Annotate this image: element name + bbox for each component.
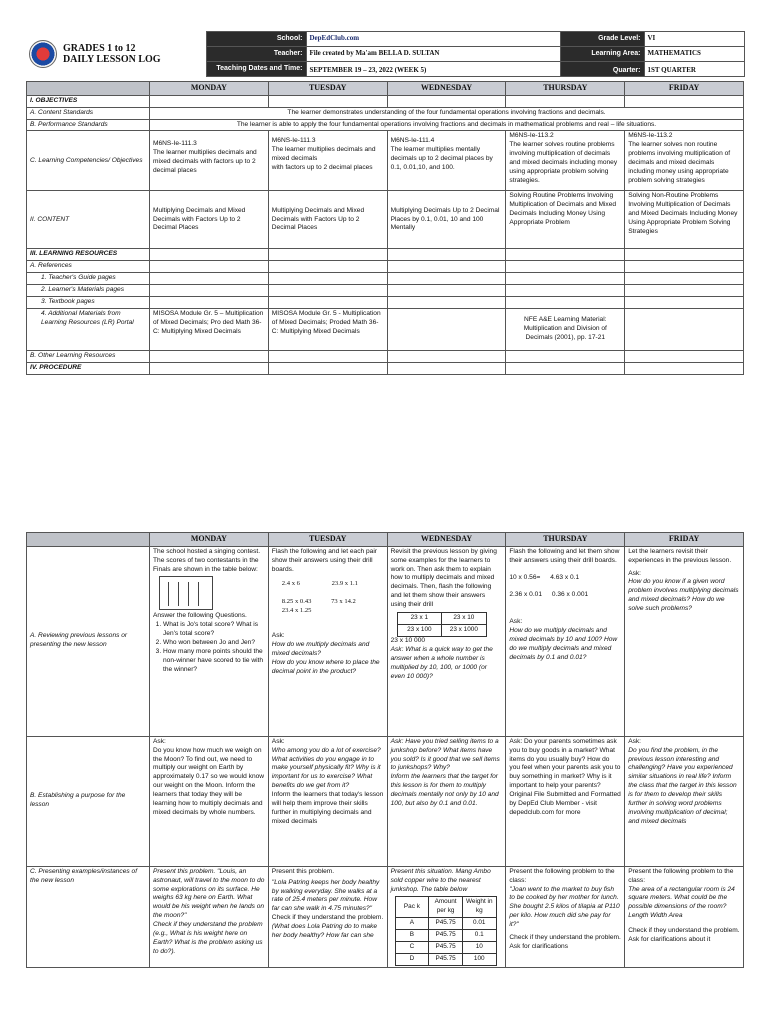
school-value: DepEdClub.com (306, 32, 560, 47)
day-header: FRIDAY (625, 533, 744, 547)
review-monday: The school hosted a singing contest. The scores of two contestants in the Finals are shown in the table below: Answer the following Questions. 1. What is Jo's total score? What is Jen's total score? 2. Who won between Jo and Jen? 3. How many more points should the non-winner have scored to tie with the winner? (150, 546, 269, 736)
content-monday: Multiplying Decimals and Mixed Decimals with Factors Up to 2 Decimal Places (150, 191, 269, 249)
content-friday: Solving Non-Routine Problems Involving Multiplication of Decimals and Mixed Decimals Including Money Using Appropriate Problem Solving Strategies (625, 191, 744, 249)
day-header: MONDAY (150, 533, 269, 547)
additional-materials-label: 4. Additional Materials from Learning Resources (LR) Portal (27, 308, 150, 350)
content-label: II. CONTENT (27, 191, 150, 249)
purpose-label: B. Establishing a purpose for the lesson (27, 736, 150, 866)
teacher-value: File created by Ma'am BELLA D. SULTAN (306, 47, 560, 62)
addl-monday: MISOSA Module Gr. 5 – Multiplication of Mixed Decimals; Pro ded Math 36-C: Multiplying Mixed Decimals (150, 308, 269, 350)
header-table (26, 31, 745, 77)
review-wednesday: Revisit the previous lesson by giving some examples for the learners to work on. Then ask them to explain how to multiply decimals and mixed decimals. Then, flash the following and let them show their answers using their drill 23 x 1 23 x 10 23 x 100 23 x 1000 23 x 10 000 Ask: What is a quick way to get the answer when a whole number is multiplied by 10, 100, or 1000 (or even 10 000)? (387, 546, 506, 736)
dates-label: Teaching Dates and Time: (206, 62, 306, 77)
competency-monday: M6NS-Ie-111.3 The learner multiplies decimals and mixed decimals with factors up to 2 decimal places (150, 131, 269, 191)
score-table-image (159, 576, 213, 610)
review-tuesday: Flash the following and let each pair show their answers using their drill boards. 2.4 x 6 23.9 x 1.1 8.25 x 0.43 73 x 14.2 23.4 x 1.25 Ask: How do we multiply decimals and mixed decimals? How do you know where to place the decimal point in the product? (268, 546, 387, 736)
textbook-pages-label: 3. Textbook pages (27, 297, 150, 309)
addl-wednesday (387, 308, 506, 350)
procedure-heading: IV. PROCEDURE (27, 362, 150, 374)
day-header: MONDAY (150, 82, 269, 96)
area-label: Learning Area: (560, 47, 644, 62)
quarter-label: Quarter: (560, 62, 644, 77)
content-thursday: Solving Routine Problems Involving Multiplication of Decimals and Mixed Decimals Including Money Using Appropriate Problem (506, 191, 625, 249)
performance-label: B. Performance Standards (27, 119, 150, 131)
other-resources-label: B. Other Learning Resources (27, 350, 150, 362)
competency-friday: M6NS-Ie-113.2 The learner solves non routine problems involving multiplication of decimals and mixed decimals including money using appropriate problem solving strategies (625, 131, 744, 191)
references-label: A. References (27, 261, 150, 273)
content-standards-label: A. Content Standards (27, 107, 150, 119)
examples-thursday: Present the following problem to the class: "Joan went to the market to buy fish to be cooked by her mother for lunch. She bought 2.5 kilos of tilapia at P110 per kilo. How much did she pay for it?" Check if they understand the problem. Ask for clarifications (506, 866, 625, 967)
day-header: FRIDAY (625, 82, 744, 96)
competency-tuesday: M6NS-Ie-111.3 The learner multiplies decimals and mixed decimals with factors up to 2 decimal places (268, 131, 387, 191)
brand-title: GRADES 1 to 12 (62, 42, 136, 54)
teacher-label: Teacher: (206, 47, 306, 62)
objectives-heading: I. OBJECTIVES (27, 95, 150, 107)
purpose-wednesday: Ask: Have you tried selling items to a junkshop before? What items have you sold? Is it good that we sell items to junkshops? Why? Inform the learners that the target for this lesson is for them to multiply decimals mentally not only by 10 and 100, but also by 0.1 and 0.01. (387, 736, 506, 866)
examples-friday: Present the following problem to the class: The area of a rectangular room is 24 square meters. What could be the possible dimensions of the room? Length Width Area Check if they understand the problem. Ask for clarifications about it (625, 866, 744, 967)
grade-value: VI (644, 32, 744, 47)
area-value: MATHEMATICS (644, 47, 744, 62)
resources-heading: III. LEARNING RESOURCES (27, 249, 150, 261)
day-header: THURSDAY (506, 82, 625, 96)
addl-friday (625, 308, 744, 350)
review-friday: Let the learners revisit their experiences in the previous lesson. Ask: How do you know if a given word problem involves multiplying decimals and mixed decimals? How do we solve such problems? (625, 546, 744, 736)
quarter-value: 1ST QUARTER (644, 62, 744, 77)
competency-thursday: M6NS-Ie-113.2 The learner solves routine problems involving multiplication of decimals and mixed decimals including money using appropriate problem solving strategies. (506, 131, 625, 191)
brand-block (26, 32, 206, 77)
examples-wednesday: Present this situation. Mang Ambo sold copper wire to the nearest junkshop. The table below Pac k Amount per kg Weight in kg A P45.75 0.01 B P45.75 0.1 C P45.75 10 D P45.75 100 (387, 866, 506, 967)
review-thursday: Flash the following and let them show their answers using their drill boards. 10 x 0.56= 4.63 x 0.1 2.36 x 0.01 0.36 x 0.001 Ask: How do we multiply decimals and mixed decimals by 10 and 100? How do we multiply decimals and mixed decimals by 0.1 and 0.01? (506, 546, 625, 736)
content-standards: The learner demonstrates understanding of the four fundamental operations involving fractions and decimals. (150, 107, 744, 119)
examples-monday: Present this problem. "Louis, an astronaut, will travel to the moon to do some explorations on its surface. He weighs 63 kg here on Earth. What would be his weight when he lands on the moon?" Check if they understand the problem (e.g., What is his weight here on Earth? What is the problem asking us to do?). (150, 866, 269, 967)
competencies-label: C. Learning Competencies/ Objectives (27, 131, 150, 191)
dates-value: SEPTEMBER 19 – 23, 2022 (WEEK 5) (306, 62, 560, 77)
content-tuesday: Multiplying Decimals and Mixed Decimals with Factors Up to 2 Decimal Places (268, 191, 387, 249)
lesson-log-page-1 (26, 31, 744, 375)
examples-label: C. Presenting examples/instances of the new lesson (27, 866, 150, 967)
day-header: TUESDAY (268, 533, 387, 547)
grade-label: Grade Level: (560, 32, 644, 47)
procedure-table (26, 532, 744, 968)
deped-seal-icon (29, 40, 57, 68)
performance-standards: The learner is able to apply the four fundamental operations involving fractions and decimals in mathematical problems and real – life situations. (150, 119, 744, 131)
competency-wednesday: M6NS-Ie-111.4 The learner multiplies mentally decimals up to 2 decimal places by 0.1, 0.01,10, and 100. (387, 131, 506, 191)
purpose-friday: Ask: Do you find the problem, in the previous lesson interesting and challenging? Have you experienced similar situations in real life? Inform the class that the target in this lesson is for them to develop their skills further in solving word problems involving multiplication of decimal; and mixed decimals (625, 736, 744, 866)
school-label: School: (206, 32, 306, 47)
examples-tuesday: Present this problem. "Lola Patring keeps her body healthy by walking everyday. She walks at a rate of 25.4 meters per minute. How far can she walk in 4.75 minutes?" Check if they understand the problem. (What does Lola Patring do to make her body healthy? How far can she (268, 866, 387, 967)
purpose-tuesday: Ask: Who among you do a lot of exercise? What activities do you engage in to make yourself physically fit? Why is it important for us to exercise? What benefits do we get from it? Inform the learners that today's lesson will help them improve their skills further in multiplying decimals and mixed decimals (268, 736, 387, 866)
day-header: WEDNESDAY (387, 82, 506, 96)
day-header: THURSDAY (506, 533, 625, 547)
content-wednesday: Multiplying Decimals Up to 2 Decimal Places by 0.1, 0.01, 10 and 100 Mentally (387, 191, 506, 249)
drill-grid: 23 x 1 23 x 10 23 x 100 23 x 1000 (397, 612, 487, 637)
tg-pages-label: 1. Teacher's Guide pages (27, 273, 150, 285)
junkshop-table: Pac k Amount per kg Weight in kg A P45.75 0.01 B P45.75 0.1 C P45.75 10 D P45.75 100 (395, 896, 497, 965)
brand-subtitle: DAILY LESSON LOG (62, 54, 161, 65)
lesson-log-page-2 (26, 532, 744, 968)
purpose-monday: Ask: Do you know how much we weigh on the Moon? To find out, we need to multiply our weight on Earth by approximately 0.17 so we would know our weight on the Moon. Inform the learners that today they will be learning how to multiply decimals and mixed decimals by whole numbers. (150, 736, 269, 866)
day-header: WEDNESDAY (387, 533, 506, 547)
lm-pages-label: 2. Learner's Materials pages (27, 285, 150, 297)
objectives-table (26, 81, 744, 375)
addl-thursday: NFE A&E Learning Material: Multiplication and Division of Decimals (2001), pp. 17-21 (506, 308, 625, 350)
addl-tuesday: MISOSA Module Gr. 5 - Multiplication of Mixed Decimals; Proded Math 36-C: Multiplying Mixed Decimals (268, 308, 387, 350)
purpose-thursday: Ask: Do your parents sometimes ask you to buy goods in a market? What items do you usually buy? How do you feel when your parents ask you to buy something in market? Why is it important to help your parents? Original File Submitted and Formatted by DepEd Club Member - visit depedclub.com for more (506, 736, 625, 866)
review-label: A. Reviewing previous lessons or presenting the new lesson (27, 546, 150, 736)
day-header: TUESDAY (268, 82, 387, 96)
